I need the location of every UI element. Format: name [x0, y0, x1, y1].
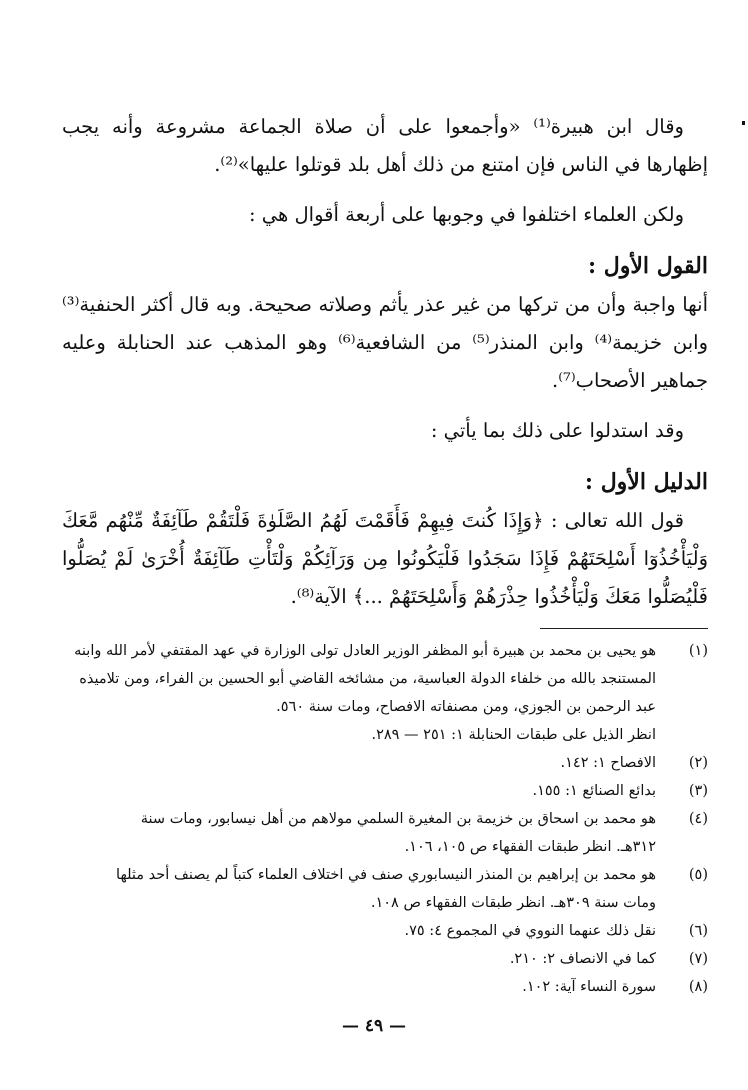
heading-first-evidence: الدليل الأول :: [584, 469, 708, 495]
footnote-4: [62, 805, 708, 861]
footnote-line: هو محمد بن إبراهيم بن المنذر النيسابوري صنف في اختلاف العلماء كتباً لم يصنف أحد مثلها: [116, 867, 656, 883]
verse-tail: الآية⁽⁸⁾.: [290, 585, 347, 608]
verse-intro: قول الله تعالى :: [550, 509, 685, 532]
paragraph-ijma: وقال ابن هبيرة⁽¹⁾ «وأجمعوا على أن صلاة الجماعة مشروعة وأنه يجب إظهارها في الناس فإن امتنع من ذلك أهل بلد قوتلوا عليها»⁽²⁾.: [62, 115, 708, 176]
footnote-7: [62, 945, 708, 973]
footnote-line: انظر الذيل على طبقات الحنابلة ١: ٢٥١ — ٢٨٩.: [371, 727, 656, 743]
footnote-line: هو يحيى بن محمد بن هبيرة أبو المظفر الوزير العادل تولى الوزارة في عهد المقتفي لأمر الله وابنه: [74, 643, 656, 659]
footnote-line: المستنجد بالله من خلفاء الدولة العباسية، من مشائخه القاضي أبو الحسين بن الفراء، ومن تلاميذه: [79, 671, 656, 687]
footnote-line: سورة النساء آية: ١٠٢.: [522, 979, 656, 995]
page-number: — ٤٩ —: [341, 1016, 407, 1036]
footnote-line: هو محمد بن اسحاق بن خزيمة بن المغيرة السلمي مولاهم من أهل نيسابور، ومات سنة: [140, 811, 656, 827]
paragraph-first-opinion: أنها واجبة وأن من تركها من غير عذر يأثم وصلاته صحيحة. وبه قال أكثر الحنفية⁽³⁾ وابن خزيمة⁽⁴⁾ وابن المنذر⁽⁵⁾ من الشافعية⁽⁶⁾ وهو المذهب عند الحنابلة وعليه جماهير الأصحاب⁽⁷⁾.: [62, 293, 709, 392]
footnote-number: (٦): [688, 923, 708, 939]
quran-verse: ﴿وَإِذَا كُنتَ فِيهِمْ فَأَقَمْتَ لَهُمُ الصَّلَوٰةَ فَلْتَقُمْ طَآئِفَةٌ مِّنْهُم مَّعَكَ وَلْيَأْخُذُوٓا أَسْلِحَتَهُمْ فَإِذَا سَجَدُوا فَلْيَكُونُوا مِن وَرَآئِكُمْ وَلْتَأْتِ طَآئِفَةٌ أُخْرَىٰ لَمْ يُصَلُّوا فَلْيُصَلُّوا مَعَكَ وَلْيَأْخُذُوا حِذْرَهُمْ وَأَسْلِحَتَهُمْ ...﴾: [62, 509, 708, 608]
footnote-divider: [540, 628, 708, 629]
footnote-3: [62, 777, 708, 805]
footnote-line: نقل ذلك عنهما النووي في المجموع ٤: ٧٥.: [404, 923, 656, 939]
footnote-number: (١): [688, 643, 708, 659]
paragraph-ikhtilaf: ولكن العلماء اختلفوا في وجوبها على أربعة أقوال هي :: [249, 203, 684, 226]
footnote-line: ٣١٢هـ. انظر طبقات الفقهاء ص ١٠٥، ١٠٦.: [404, 839, 656, 855]
footnote-number: (٥): [688, 867, 708, 883]
footnote-line: ومات سنة ٣٠٩هـ. انظر طبقات الفقهاء ص ١٠٨.: [370, 895, 656, 911]
heading-first-opinion: القول الأول :: [587, 253, 708, 279]
footnote-line: بدائع الصنائع ١: ١٥٥.: [532, 783, 656, 799]
footnote-number: (٤): [688, 811, 708, 827]
footnote-1: [62, 637, 708, 749]
footnote-line: الافصاح ١: ١٤٢.: [560, 755, 656, 771]
footnote-number: (٢): [688, 755, 708, 771]
footnote-5: [62, 861, 708, 917]
paragraph-verse: [62, 502, 708, 616]
paragraph-evidence-intro: وقد استدلوا على ذلك بما يأتي :: [430, 419, 684, 442]
margin-mark: [742, 121, 745, 125]
footnote-number: (٨): [688, 979, 708, 995]
footnote-8: [62, 973, 708, 1001]
footnote-number: (٧): [688, 951, 708, 967]
footnote-line: عبد الرحمن بن الجوزي، ومن مصنفاته الافصاح، ومات سنة ٥٦٠.: [276, 699, 656, 715]
page-body: [62, 108, 708, 1001]
footnote-number: (٣): [688, 783, 708, 799]
footnote-6: [62, 917, 708, 945]
footnote-line: كما في الانصاف ٢: ٢١٠.: [509, 951, 656, 967]
footnote-2: [62, 749, 708, 777]
footnotes: [62, 637, 708, 1001]
